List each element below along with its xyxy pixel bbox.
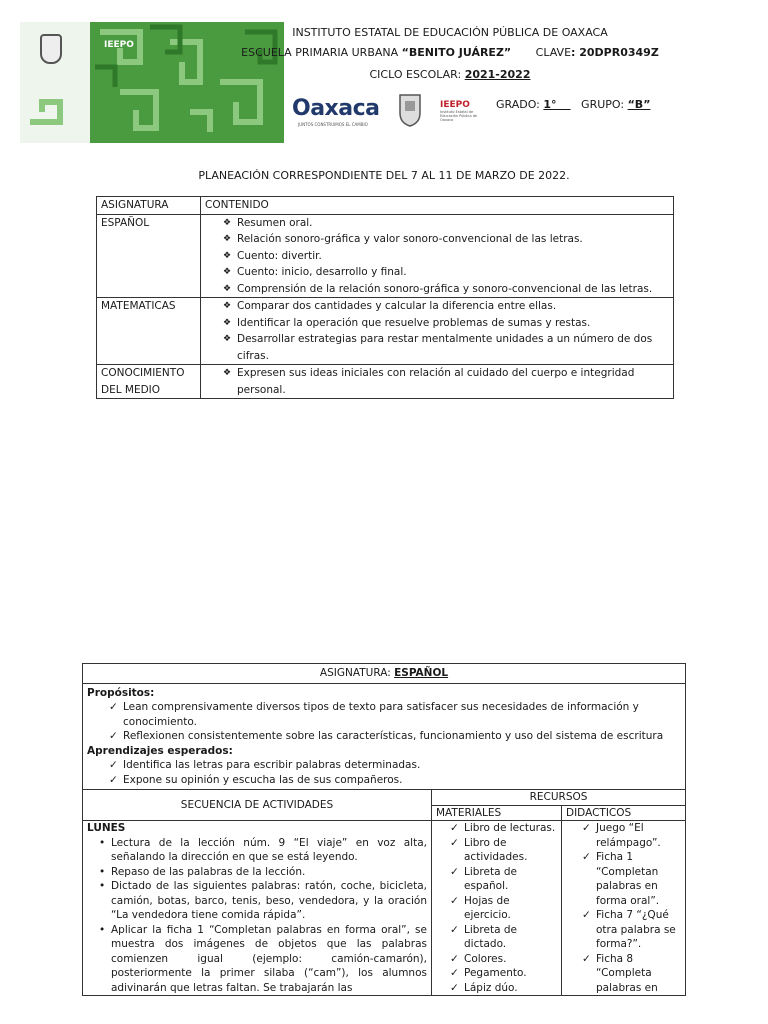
actividades-row bbox=[83, 821, 686, 996]
materiales-cell bbox=[432, 821, 562, 996]
subject-cell: CONOCIMIENTO DEL MEDIO bbox=[97, 365, 201, 399]
content-cell bbox=[201, 214, 674, 298]
oaxaca-logo: Oaxaca JUNTOS CONSTRUIMOS EL CAMBIO bbox=[292, 96, 380, 127]
list-item: ✓ Lean comprensivamente diversos tipos de texto para satisfacer sus necesidades de información y conocimiento. bbox=[109, 700, 681, 729]
list-item: ✓ Hojas de ejercicio. bbox=[450, 894, 557, 923]
ieepo-logo-small: IEEPO Instituto Estatal de Educación Pública de Oaxaca bbox=[440, 100, 478, 122]
day-label: LUNES bbox=[87, 822, 126, 834]
grupo-value: “B” bbox=[627, 98, 651, 111]
list-item: ✓ Reflexionen consistentemente sobre las características, funcionamiento y uso del sistema de escritura bbox=[109, 729, 681, 744]
list-item: ❖ Identificar la operación que resuelve problemas de sumas y restas. bbox=[223, 315, 669, 332]
list-item: ❖ Relación sonoro-gráfica y valor sonoro-convencional de las letras. bbox=[223, 231, 669, 248]
gobierno-seal-icon bbox=[40, 34, 62, 64]
secuencia-header: SECUENCIA DE ACTIVIDADES bbox=[83, 790, 432, 821]
list-item: ❖ Desarrollar estrategias para restar mentalmente unidades a un número de dos cifras. bbox=[223, 331, 669, 364]
materiales-header: MATERIALES bbox=[432, 805, 562, 821]
didacticos-cell bbox=[562, 821, 686, 996]
list-item: ❖ Comprensión de la relación sonoro-gráfica y sonoro-convencional de las letras. bbox=[223, 281, 669, 298]
list-item: ❖ Cuento: divertir. bbox=[223, 248, 669, 265]
list-item: • Lectura de la lección núm. 9 “El viaje” en voz alta, señalando la dirección en que se está leyendo. bbox=[97, 836, 427, 865]
list-item: ✓ Pegamento. bbox=[450, 966, 557, 981]
clave-value: : 20DPR0349Z bbox=[571, 46, 659, 59]
oaxaca-seal-icon bbox=[397, 92, 423, 128]
list-item: ❖ Cuento: inicio, desarrollo y final. bbox=[223, 264, 669, 281]
list-item: ❖ Comparar dos cantidades y calcular la diferencia entre ellas. bbox=[223, 298, 669, 315]
list-item: ✓ Libreta de dictado. bbox=[450, 923, 557, 952]
ciclo-line: CICLO ESCOLAR: 2021-2022 bbox=[369, 68, 531, 81]
table-row bbox=[97, 365, 674, 399]
asignatura-row bbox=[83, 664, 686, 684]
asignatura-value: ESPAÑOL bbox=[394, 667, 449, 679]
aprendizajes-label: Aprendizajes esperados: bbox=[87, 744, 233, 757]
header-banner bbox=[20, 22, 284, 143]
list-item: • Repaso de las palabras de la lección. bbox=[97, 865, 427, 880]
list-item: • Dictado de las siguientes palabras: ratón, coche, bicicleta, camión, botas, barco, tenis, beso, vendedora, y la oración “La vendedora tiene comida rápida”. bbox=[97, 879, 427, 923]
content-cell bbox=[201, 298, 674, 365]
table-row bbox=[97, 298, 674, 365]
list-item: ✓ Libro de lecturas. bbox=[450, 821, 557, 836]
list-item: ✓ Ficha 1 “Completan palabras en forma oral”. bbox=[582, 850, 681, 908]
ciclo-value: 2021-2022 bbox=[464, 68, 531, 81]
header-asignatura: ASIGNATURA bbox=[97, 197, 201, 215]
asignatura-cell: ASIGNATURA: ESPAÑOL bbox=[83, 664, 686, 684]
institute-name: INSTITUTO ESTATAL DE EDUCACIÓN PÚBLICA DE OAXACA bbox=[292, 26, 608, 39]
propositos-row bbox=[83, 683, 686, 790]
list-item: ✓ Lápiz dúo. bbox=[450, 981, 557, 996]
grado-grupo: GRADO: 1° GRUPO: “B” bbox=[496, 98, 651, 111]
table-row bbox=[97, 214, 674, 298]
list-item: ✓ Juego “El relámpago”. bbox=[582, 821, 681, 850]
propositos-cell bbox=[83, 683, 686, 790]
ieepo-logo: IEEPO bbox=[104, 40, 134, 50]
list-item: ✓ Expone su opinión y escucha las de sus compañeros. bbox=[109, 773, 681, 788]
planeacion-title: PLANEACIÓN CORRESPONDIENTE DEL 7 AL 11 DE MARZO DE 2022. bbox=[198, 169, 570, 182]
list-item: ✓ Colores. bbox=[450, 952, 557, 967]
espanol-plan-table bbox=[82, 663, 686, 996]
list-item: ✓ Identifica las letras para escribir palabras determinadas. bbox=[109, 758, 681, 773]
actividades-cell bbox=[83, 821, 432, 996]
list-item: • Aplicar la ficha 1 “Completan palabras en forma oral”, se muestra dos imágenes de objetos que las palabras comienzen igual (ejemplo: camión-camarón), posteriormente la primer silaba (“cam”), los alumnos adivinarán que letras faltan. Se trabajarán las bbox=[97, 923, 427, 996]
list-item: ✓ Ficha 7 “¿Qué otra palabra se forma?”. bbox=[582, 908, 681, 952]
grado-value: 1° bbox=[543, 98, 557, 111]
recursos-header: RECURSOS bbox=[432, 790, 686, 806]
list-item: ✓ Libreta de español. bbox=[450, 865, 557, 894]
subject-cell: ESPAÑOL bbox=[97, 214, 201, 298]
content-cell bbox=[201, 365, 674, 399]
list-item: ✓ Libro de actividades. bbox=[450, 836, 557, 865]
school-name: “BENITO JUÁREZ” bbox=[401, 46, 512, 59]
school-line: ESCUELA PRIMARIA URBANA “BENITO JUÁREZ” CLAVE: 20DPR0349Z bbox=[241, 46, 659, 59]
list-item: ❖ Expresen sus ideas iniciales con relación al cuidado del cuerpo e integridad personal. bbox=[223, 365, 669, 398]
didacticos-header: DIDACTICOS bbox=[562, 805, 686, 821]
header-contenido: CONTENIDO bbox=[201, 197, 674, 215]
list-item: ❖ Resumen oral. bbox=[223, 215, 669, 232]
contenido-table bbox=[96, 196, 674, 399]
subject-cell: MATEMATICAS bbox=[97, 298, 201, 365]
recursos-header-row bbox=[83, 790, 686, 806]
list-item: ✓ Ficha 8 “Completa palabras en bbox=[582, 952, 681, 996]
table-header-row bbox=[97, 197, 674, 215]
propositos-label: Propósitos: bbox=[87, 686, 155, 699]
